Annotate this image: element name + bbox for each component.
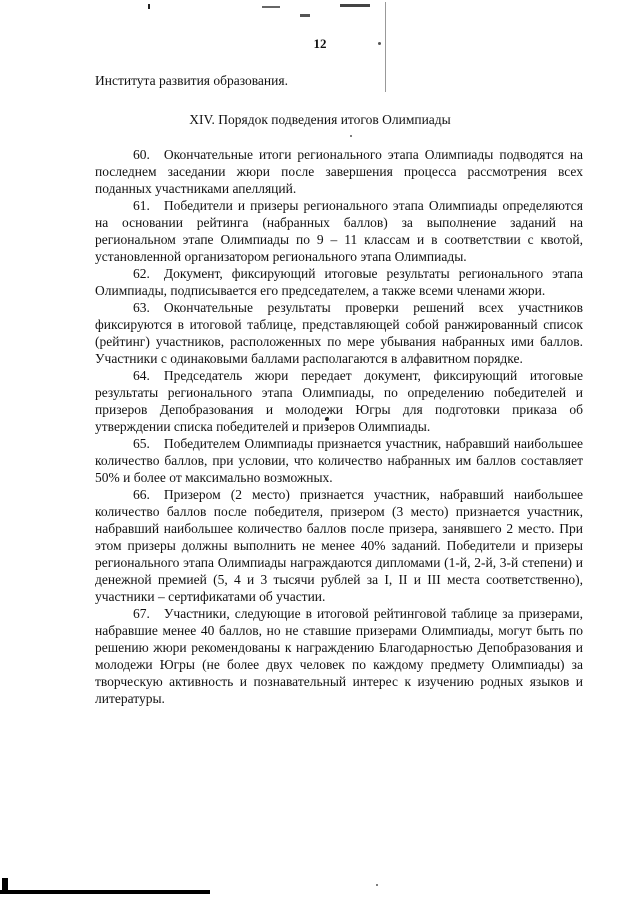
paragraph-67 [95, 605, 583, 707]
paragraph-text: Призером (2 место) признается участник, набравший наибольшее количество баллов после победителя, призером (3 место) признается участник, набравший наибольшее количество баллов после призера, занявшего 2 место. При этом призеры должны выполнить не менее 40% заданий. Победители и призеры регионального этапа Олимпиады награждаются дипломами (1-й, 2-й, 3-й степени) и денежной премией (5, 4 и 3 тысячи рублей за I, II и III места соответственно), участники – сертификатами об участии. [95, 487, 583, 604]
scan-bottom-bar [0, 890, 210, 894]
paragraph-62 [95, 265, 583, 299]
section-body [95, 146, 583, 707]
paragraph-number: 60. [133, 147, 150, 162]
paragraph-60 [95, 146, 583, 197]
paragraph-66 [95, 486, 583, 605]
paragraph-61 [95, 197, 583, 265]
paragraph-number: 67. [133, 606, 150, 621]
scan-artifact-top-mid2 [300, 14, 310, 17]
intro-line: Института развития образования. [95, 73, 288, 88]
scan-artifact-top-left [148, 4, 150, 9]
section-title: XIV. Порядок подведения итогов Олимпиады [189, 112, 451, 127]
paragraph-64 [95, 367, 583, 435]
paragraph-number: 61. [133, 198, 150, 213]
paragraph-text: Окончательные итоги регионального этапа Олимпиады подводятся на последнем заседании жюри после завершения процесса рассмотрения всех поданных участниками апелляций. [95, 147, 583, 196]
paragraph-text: Окончательные результаты проверки решений всех участников фиксируются в итоговой таблице, представляющей собой ранжированный список (рейтинг) участников, расположенных по мере убывания набранных ими баллов. Участники с одинаковыми баллами располагаются в алфавитном порядке. [95, 300, 583, 366]
paragraph-number: 65. [133, 436, 150, 451]
paragraph-text: Председатель жюри передает документ, фиксирующий итоговые результаты регионального этапа Олимпиады, по определению победителей и призеров Депобразования и молодежи Югры для подготовки приказа об утверждении списка победителей и призеров Олимпиады. [95, 368, 583, 434]
paragraph-text: Документ, фиксирующий итоговые результаты регионального этапа Олимпиады, подписывается его председателем, а также всеми членами жюри. [95, 266, 583, 298]
paragraph-63 [95, 299, 583, 367]
paragraph-number: 66. [133, 487, 150, 502]
paragraph-text: Победителем Олимпиады признается участник, набравший наибольшее количество баллов, при условии, что количество набранных им баллов составляет 50% и более от максимально возможных. [95, 436, 583, 485]
paragraph-number: 62. [133, 266, 150, 281]
paragraph-text: Участники, следующие в итоговой рейтинговой таблице за призерами, набравшие менее 40 баллов, но не ставшие призерами Олимпиады, могут быть по решению жюри рекомендованы к награждению Благодарностью Депобразования и молодежи Югры (не более двух человек по каждому предмету Олимпиады) за творческую активность и познавательный интерес к изучению родных языков и литературы. [95, 606, 583, 706]
scan-dot-4 [376, 884, 378, 886]
paragraph-text: Победители и призеры регионального этапа Олимпиады определяются на основании рейтинга (набранных баллов) за выполнение заданий на региональном этапе Олимпиады по 9 – 11 классам и в соответствии с квотой, установленной организатором регионального этапа Олимпиады. [95, 198, 583, 264]
scan-artifact-top-mid [262, 6, 280, 8]
scan-artifact-top-right [340, 4, 370, 7]
scan-dot-2 [350, 135, 352, 137]
paragraph-65 [95, 435, 583, 486]
page-number: 12 [313, 36, 327, 51]
paragraph-number: 63. [133, 300, 150, 315]
paragraph-number: 64. [133, 368, 150, 383]
